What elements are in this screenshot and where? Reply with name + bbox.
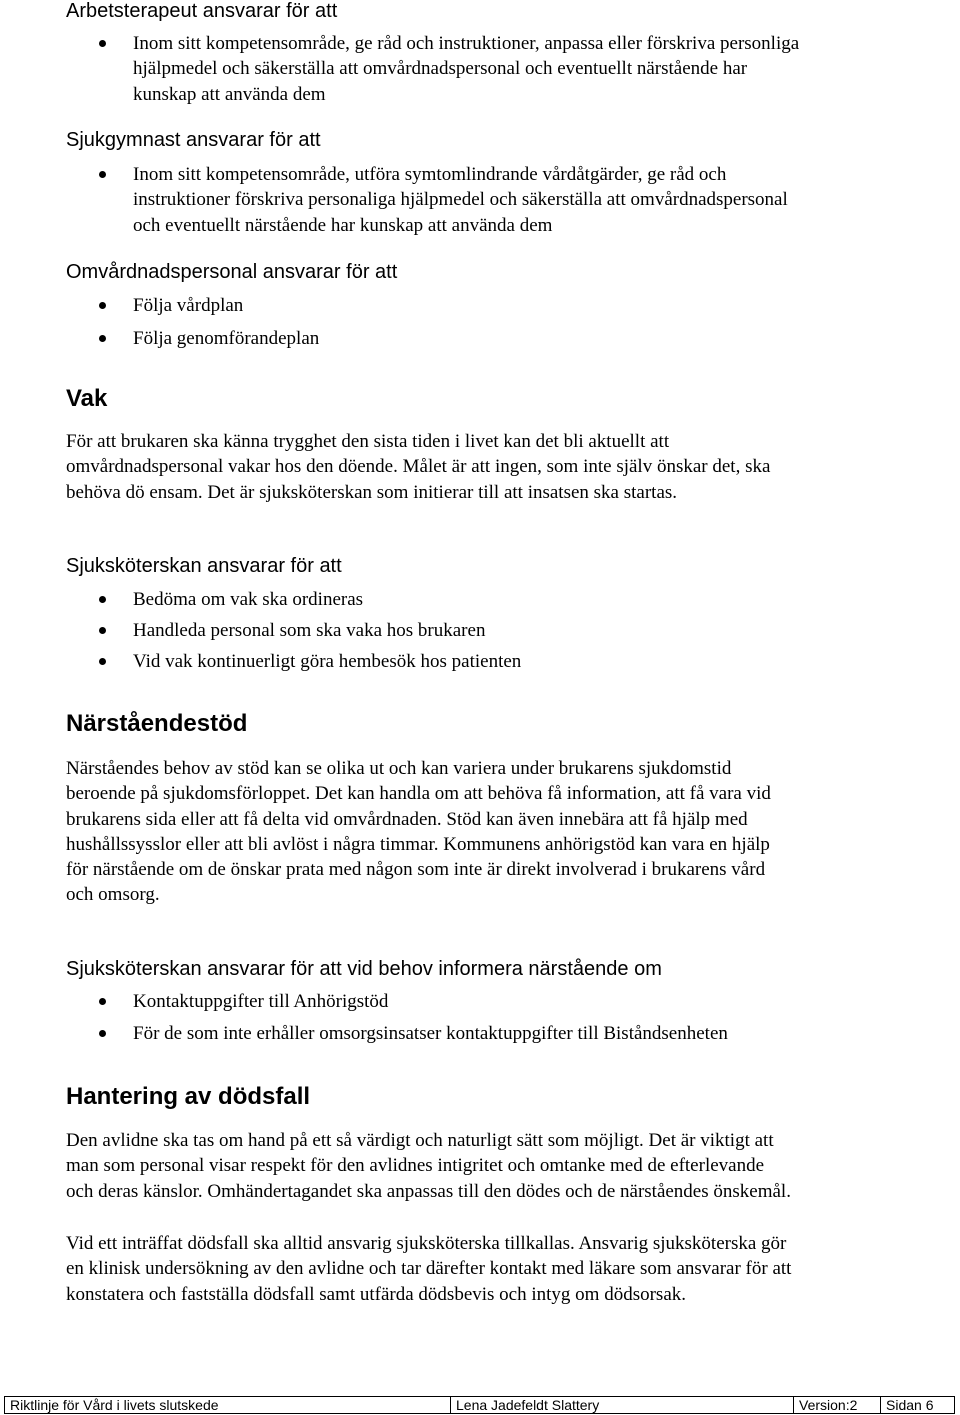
list-item: Inom sitt kompetensområde, ge råd och instruktioner, anpassa eller förskriva personliga hjälpmedel och säkerställa att omvårdnadspersonal och eventuellt närstående har kunskap att använda dem: [133, 33, 800, 105]
bullet-icon: [99, 1030, 106, 1037]
section-heading-narstaendestod: Närståendestöd: [66, 710, 248, 737]
list-item: För de som inte erhåller omsorgsinsatser kontaktuppgifter till Biståndsenheten: [133, 1023, 728, 1044]
footer-page-number: Sidan 6: [880, 1397, 954, 1413]
bullet-icon: [99, 302, 106, 309]
list-item: Följa vårdplan: [133, 295, 244, 316]
footer-version: Version:2: [793, 1397, 880, 1413]
section-heading-sjukskoterskan-informera: Sjuksköterskan ansvarar för att vid behov informera närstående om: [66, 958, 662, 980]
page-footer: [4, 1396, 955, 1414]
paragraph-dodsfall-2: Vid ett inträffat dödsfall ska alltid ansvarig sjuksköterska tillkallas. Ansvarig sjuksköterska gör en klinisk undersökning av den avlidne och tar därefter kontakt med läkare som ansvarar för att konstatera och fastställa dödsfall samt utfärda dödsbevis och intyg om dödsorsak.: [66, 1233, 792, 1305]
list-item: Bedöma om vak ska ordineras: [133, 589, 364, 610]
section-heading-arbetsterapeut: Arbetsterapeut ansvarar för att: [66, 0, 338, 22]
paragraph-vak: För att brukaren ska känna trygghet den sista tiden i livet kan det bli aktuellt att omvårdnadspersonal vakar hos den döende. Målet är att ingen, som inte själv önskar det, ska behöva dö ensam. Det är sjuksköterskan som initierar till att insatsen ska startas.: [66, 431, 771, 503]
list-item: Vid vak kontinuerligt göra hembesök hos patienten: [133, 651, 522, 672]
bullet-icon: [99, 335, 106, 342]
section-heading-sjukgymnast: Sjukgymnast ansvarar för att: [66, 129, 321, 151]
list-item: Följa genomförandeplan: [133, 328, 320, 349]
section-heading-sjukskoterskan-vak: Sjuksköterskan ansvarar för att: [66, 555, 342, 577]
bullet-icon: [99, 596, 106, 603]
list-item: Handleda personal som ska vaka hos brukaren: [133, 620, 486, 641]
bullet-icon: [99, 40, 106, 47]
section-heading-dodsfall: Hantering av dödsfall: [66, 1083, 311, 1110]
bullet-icon: [99, 658, 106, 665]
paragraph-narstaendestod: Närståendes behov av stöd kan se olika ut och kan variera under brukarens sjukdomstid beroende på sjukdomsförloppet. Det kan handla om att behöva få information, att få vara vid brukarens sida eller att få delta vid omvårdnaden. Stöd kan även innebära att få hjälp med hushållssysslor eller att bli avlöst i några timmar. Kommunens anhörigstöd kan vara en hjälp för närstående om de önskar prata med någon som inte är direkt involverad i brukarens vård och omsorg.: [66, 758, 771, 906]
footer-document-title: Riktlinje för Vård i livets slutskede: [10, 1397, 219, 1413]
bullet-icon: [99, 998, 106, 1005]
paragraph-dodsfall-1: Den avlidne ska tas om hand på ett så värdigt och naturligt sätt som möjligt. Det är viktigt att man som personal visar respekt för den avlidnes intigritet och omtanke med de efterlevande och deras känslor. Omhändertagandet ska anpassas till den dödes och de närståendes önskemål.: [66, 1130, 791, 1202]
footer-author: Lena Jadefeldt Slattery: [450, 1397, 793, 1413]
bullet-icon: [99, 627, 106, 634]
list-item: Kontaktuppgifter till Anhörigstöd: [133, 991, 389, 1012]
section-heading-omvardnadspersonal: Omvårdnadspersonal ansvarar för att: [66, 261, 398, 283]
section-heading-vak: Vak: [66, 385, 108, 412]
bullet-icon: [99, 171, 106, 178]
list-item: Inom sitt kompetensområde, utföra symtomlindrande vårdåtgärder, ge råd och instruktioner förskriva personaliga hjälpmedel och säkerställa att omvårdnadspersonal och eventuellt närstående har kunskap att använda dem: [133, 164, 788, 236]
